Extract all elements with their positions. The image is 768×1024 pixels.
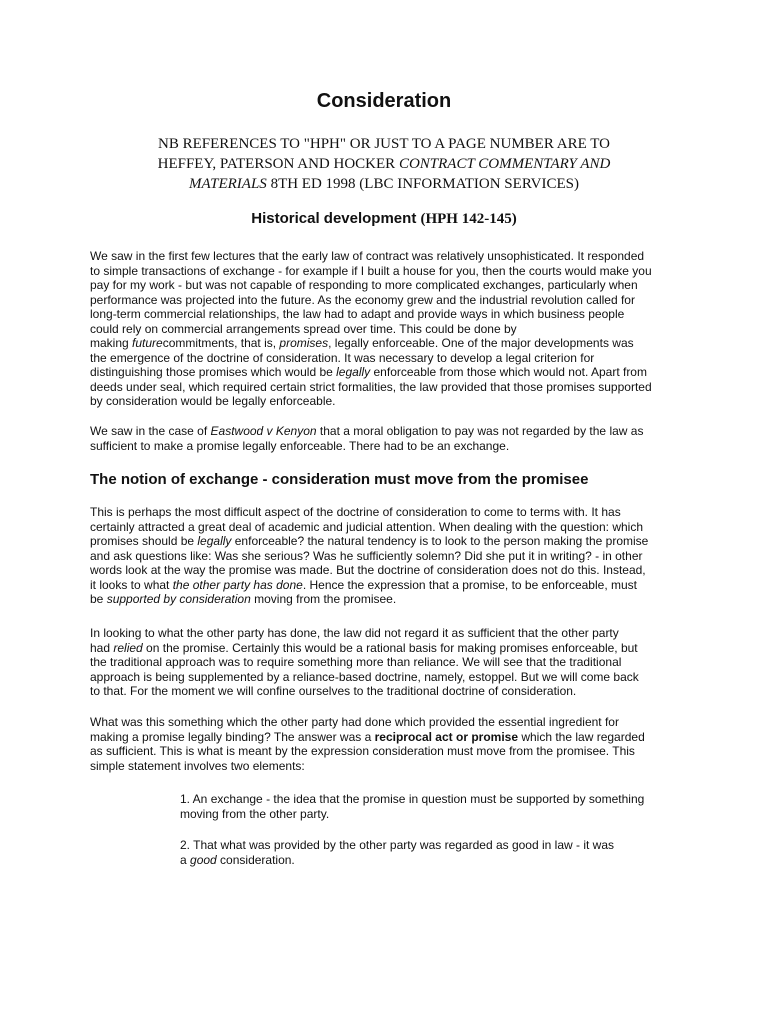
paragraph-reciprocal-act: What was this something which the other party had done which provided the essential ingredient for making a promise legally binding? The answer was a reciprocal act or promise which the law regarded as sufficient. This is what is meant by the expression consideration must move from the promisee. This simple statement involves two elements:	[90, 715, 645, 773]
case-name: Eastwood v Kenyon	[210, 424, 317, 438]
nb-reference-note: NB REFERENCES TO "HPH" OR JUST TO A PAGE NUMBER ARE TO HEFFEY, PATERSON AND HOCKER CONTRACT COMMENTARY AND MATERIALS 8TH ED 1998 (LBC INFORMATION SERVICES)	[157, 136, 611, 192]
section-heading-reference: (HPH 142-145)	[420, 211, 517, 227]
page-title: Consideration	[316, 90, 452, 112]
section-heading-historical-development: Historical development (HPH 142-145)	[251, 210, 517, 227]
list-item-good-consideration: 2. That what was provided by the other party was regarded as good in law - it was a good consideration.	[180, 838, 615, 867]
paragraph-difficult-aspect: This is perhaps the most difficult aspect of the doctrine of consideration to come to terms with. It has certainly attracted a great deal of academic and judicial attention. When dealing with the question: which promises should be legally enforceable? the natural tendency is to look to the person making the promise and ask questions like: Was she serious? Was he sufficiently solemn? Did she put it in writing? - in other words look at the way the promise was made. But the doctrine of consideration does not do this. Instead, it looks to what the other party has done. Hence the expression that a promise, to be enforceable, must be supported by consideration moving from the promisee.	[90, 505, 649, 606]
emphasis-reciprocal-act: reciprocal act or promise	[374, 729, 518, 744]
section-heading-notion-of-exchange: The notion of exchange - consideration must move from the promisee	[90, 471, 589, 488]
paragraph-eastwood-v-kenyon: We saw in the case of Eastwood v Kenyon that a moral obligation to pay was not regarded by the law as sufficient to make a promise legally enforceable. There had to be an exchange.	[90, 424, 644, 453]
list-item-exchange: 1. An exchange - the idea that the promise in question must be supported by something moving from the other party.	[180, 792, 645, 821]
paragraph-early-law: We saw in the first few lectures that the early law of contract was relatively unsophisticated. It responded to simple transactions of exchange - for example if I built a house for you, then the courts would make you pay for my work - but was not capable of responding to more complicated exchanges, particularly when performance was projected into the future. As the economy grew and the industrial revolution called for long-term commercial relationships, the law had to adapt and provide ways in which business people could rely on commercial arrangements spread over time. This could be done by making futurecommitments, that is, promises, legally enforceable. One of the major developments was the emergence of the doctrine of consideration. It was necessary to develop a legal criterion for distinguishing those promises which would be legally enforceable from those which would not. Apart from deeds under seal, which required certain strict formalities, the law provided that those promises supported by consideration would be legally enforceable.	[90, 249, 652, 408]
paragraph-reliance: In looking to what the other party has done, the law did not regard it as sufficient that the other party had relied on the promise. Certainly this would be a rational basis for making promises enforceable, but the traditional approach was to require something more than reliance. We will see that the traditional approach is being supplemented by a reliance-based doctrine, namely, estoppel. But we will come back to that. For the moment we will confine ourselves to the traditional doctrine of consideration.	[90, 626, 639, 698]
